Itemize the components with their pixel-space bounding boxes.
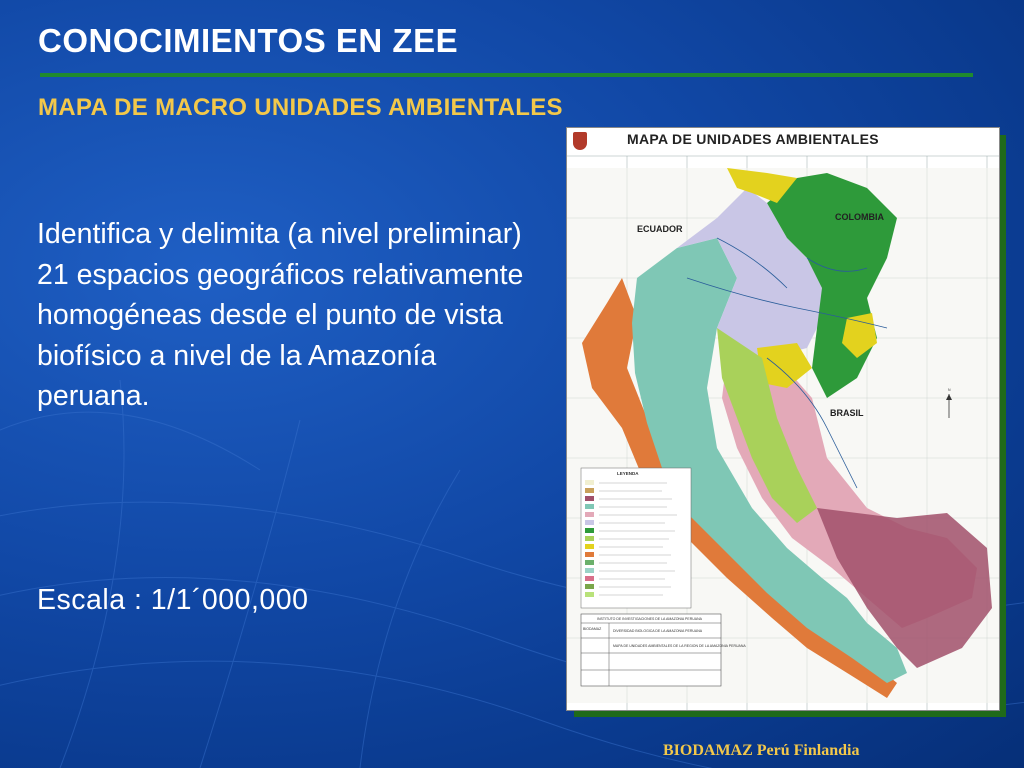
slide-title: CONOCIMIENTOS EN ZEE (38, 22, 459, 59)
legend-title: LEYENDA (617, 471, 639, 476)
title-block-institute: INSTITUTO DE INVESTIGACIONES DE LA AMAZONIA PERUANA (597, 617, 702, 621)
scale-text: Escala : 1/1´000,000 (37, 584, 309, 616)
svg-text:N: N (948, 388, 951, 392)
title-block-project: DIVERSIDAD BIOLOGICA DE LA AMAZONIA PERUANA (613, 629, 703, 633)
title-block-map-name: MAPA DE UNIDADES AMBIENTALES DE LA REGION DE LA AMAZONIA PERUANA (613, 644, 746, 648)
slide-subtitle: MAPA DE MACRO UNIDADES AMBIENTALES (38, 94, 563, 121)
title-block-logo: BIODAMAZ (583, 627, 602, 631)
map-image (566, 127, 1000, 711)
body-paragraph: Identifica y delimita (a nivel preliminar) 21 espacios geográficos relativamente homogéneas desde el punto de vista biofísico a nivel de la Amazonía peruana. (37, 218, 524, 412)
title-divider (40, 73, 973, 77)
peru-map-drawing (567, 128, 999, 710)
label-brasil: BRASIL (830, 408, 864, 418)
map-title: MAPA DE UNIDADES AMBIENTALES (627, 131, 879, 147)
label-ecuador: ECUADOR (637, 224, 683, 234)
footer-credit: BIODAMAZ Perú Finlandia (663, 742, 860, 759)
map-legend (581, 468, 691, 608)
label-colombia: COLOMBIA (835, 212, 884, 222)
